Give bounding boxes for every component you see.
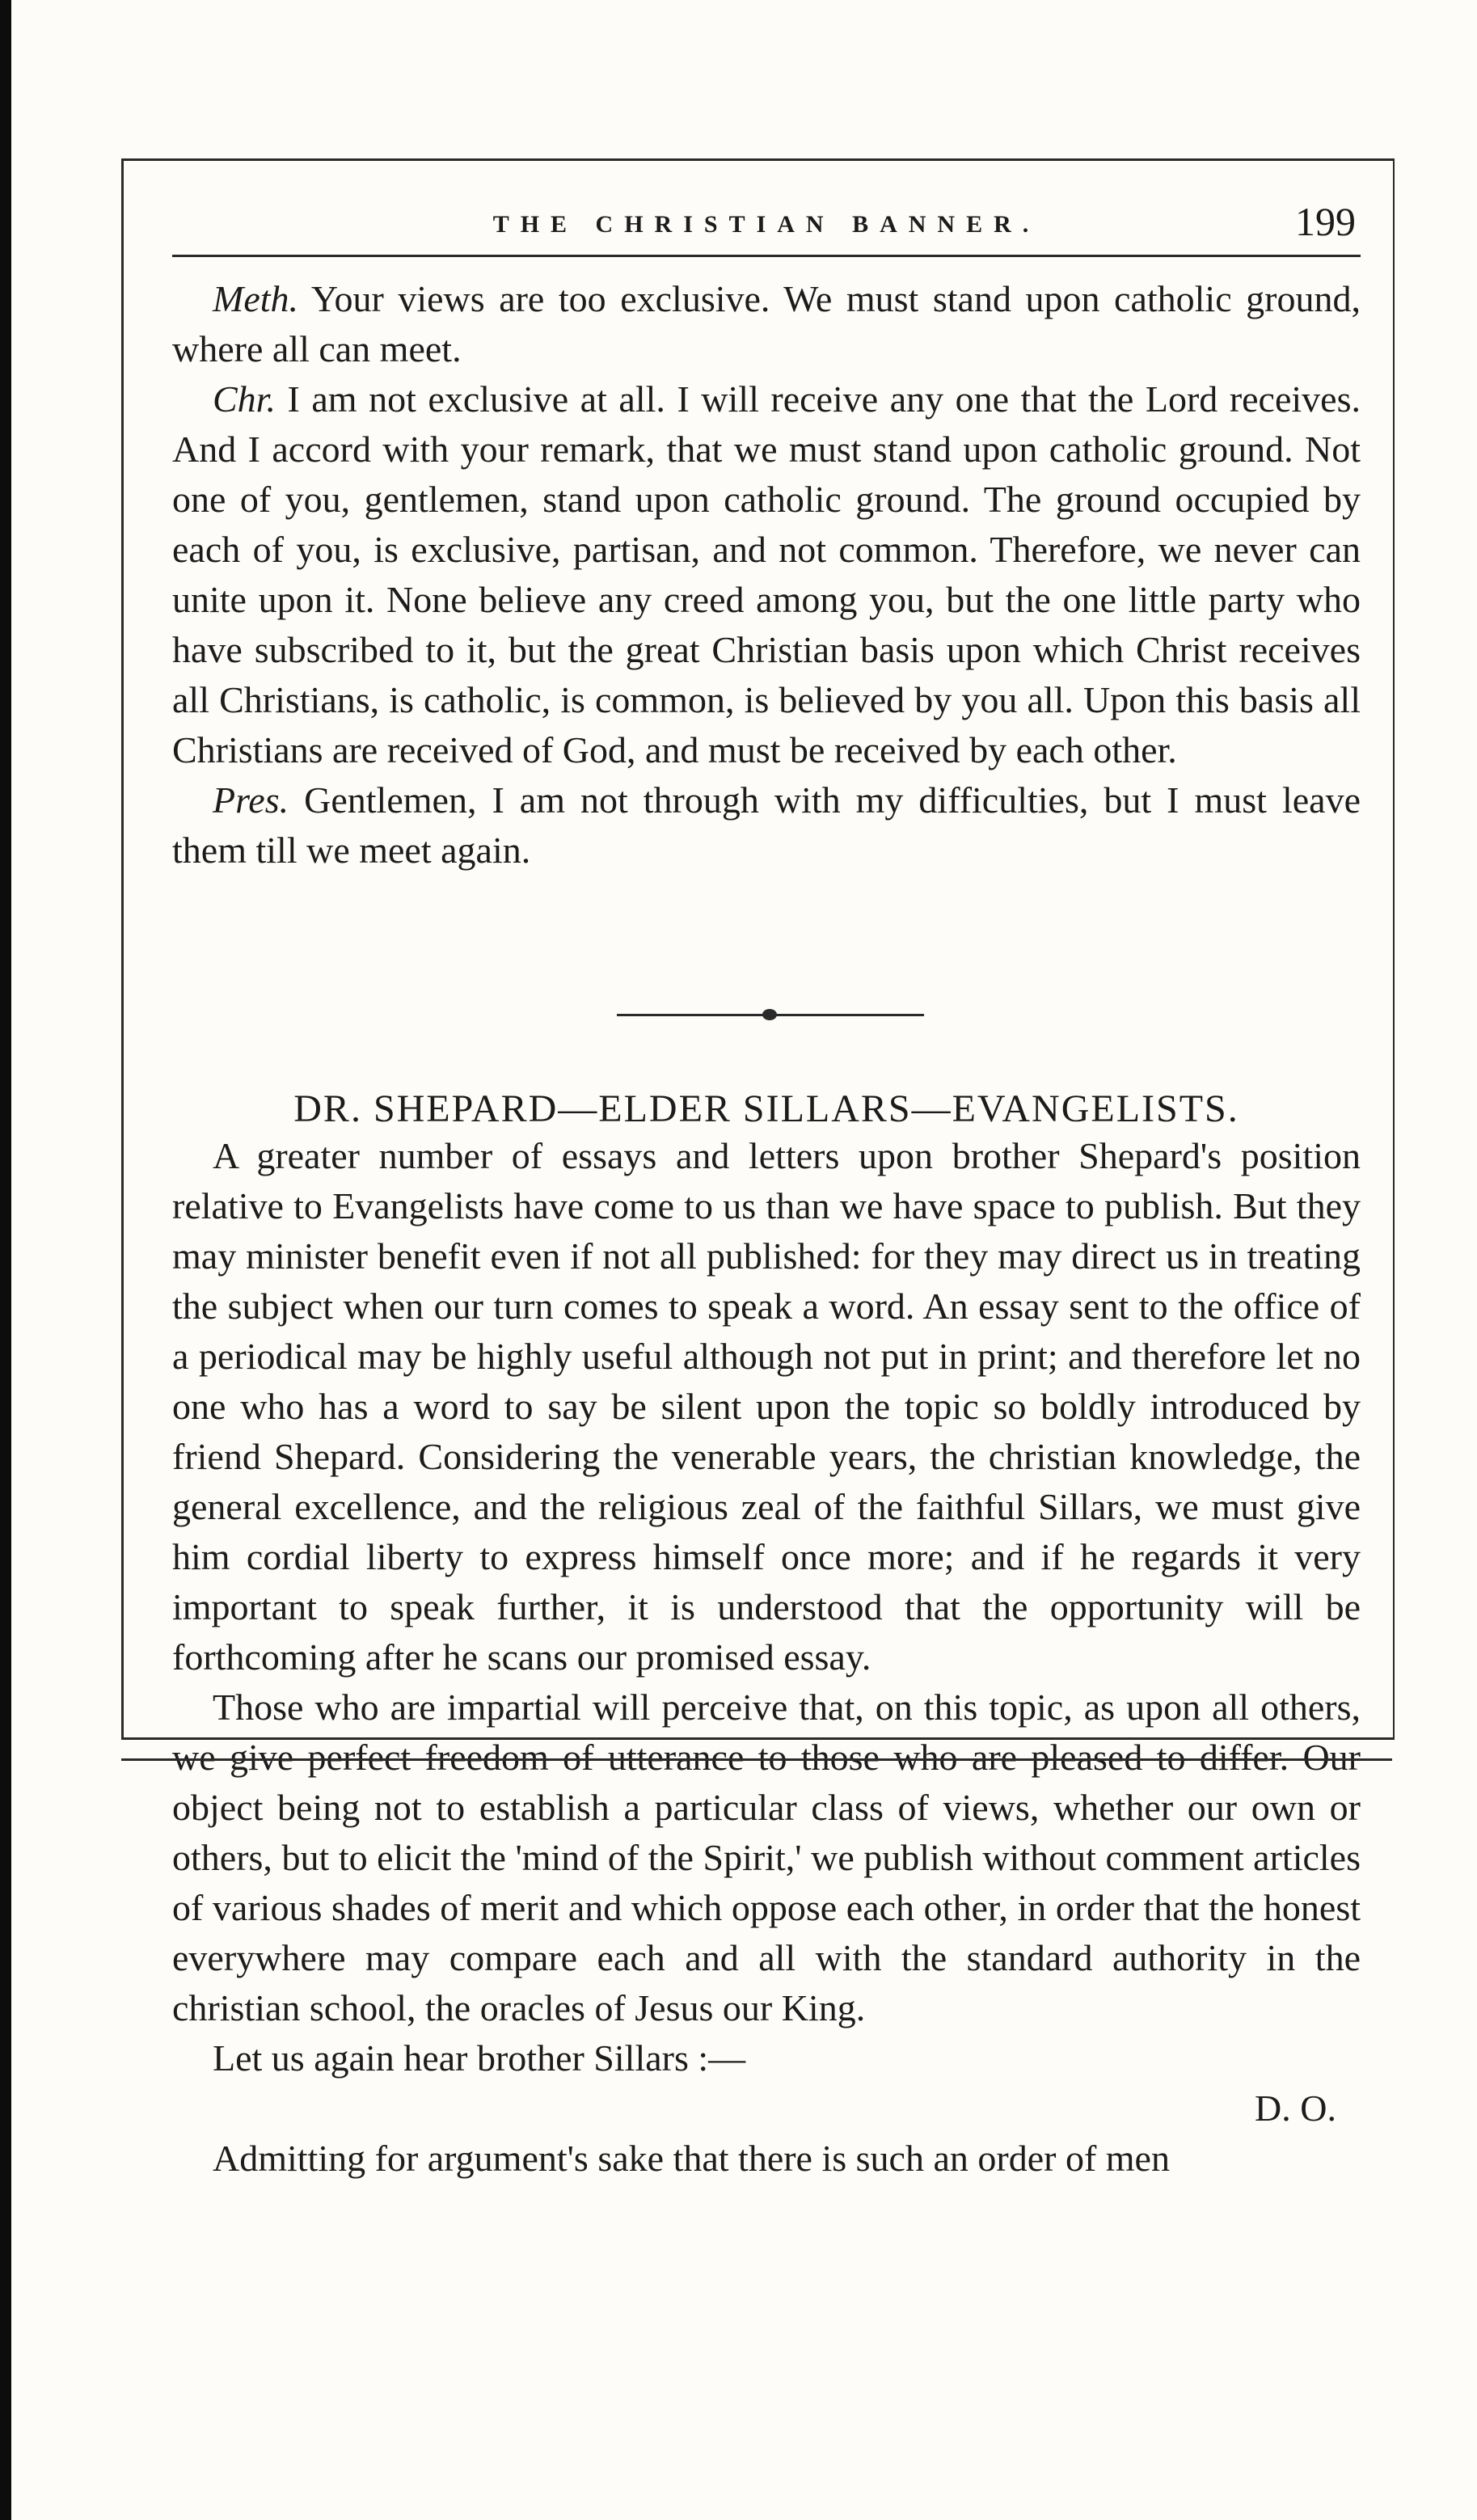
speaker-label: Chr.	[213, 378, 276, 420]
dialogue-paragraph	[172, 374, 1361, 775]
page-header	[172, 190, 1361, 257]
dialogue-section	[172, 274, 1361, 876]
article-paragraph: A greater number of essays and letters upon brother Shepard's position relative to Evangelists have come to us than we have space to publish. But they may minister benefit even if not all published: for they may direct us in treating the subject when our turn comes to speak a word. An essay sent to the office of a periodical may be highly useful although not put in print; and therefore let no one who has a word to say be silent upon the topic so boldly introduced by friend Shepard. Considering the venerable years, the christian knowledge, the general excellence, and the religious zeal of the faithful Sillars, we must give him cordial liberty to express himself once more; and if he regards it very important to speak further, it is understood that the opportunity will be forthcoming after he scans our promised essay.	[172, 1135, 1361, 1678]
speaker-label: Meth.	[213, 278, 299, 319]
page-number: 199	[1295, 199, 1356, 244]
signature: D. O.	[1255, 2087, 1336, 2129]
page-bottom-rule	[121, 1758, 1392, 1761]
dialogue-text: Gentlemen, I am not through with my difficulties, but I must leave them till we meet again.	[172, 779, 1361, 871]
article-body	[172, 1131, 1361, 2184]
dialogue-text: I am not exclusive at all. I will receive any one that the Lord receives. And I accord with your remark, that we must stand upon catholic ground. Not one of you, gentlemen, stand upon catholic ground. The ground occupied by each of you, is exclusive, partisan, and not common. Therefore, we never can unite upon it. None believe any creed among you, but the one little party who have subscribed to it, but the great Christian basis upon which Christ receives all Christians, is catholic, is common, is believed by you all. Upon this basis all Christians are received of God, and must be received by each other.	[172, 378, 1361, 770]
article-paragraph: Those who are impartial will perceive that, on this topic, as upon all others, we give perfect freedom of utterance to those who are pleased to differ. Our object being not to establish a particular class of views, whether our own or others, but to elicit the 'mind of the Spirit,' we publish without comment articles of various shades of merit and which oppose each other, in order that the honest everywhere may compare each and all with the standard authority in the christian school, the oracles of Jesus our King.	[172, 1686, 1361, 2028]
book-page	[121, 158, 1395, 2179]
dialogue-paragraph	[172, 274, 1361, 374]
section-divider	[617, 1014, 924, 1016]
speaker-label: Pres.	[213, 779, 289, 821]
scan-edge	[0, 0, 11, 2520]
dialogue-text: Your views are too exclusive. We must stand upon catholic ground, where all can meet.	[172, 278, 1361, 369]
running-title: THE CHRISTIAN BANNER.	[492, 211, 1040, 238]
continuation-paragraph: Admitting for argument's sake that there is such an order of men	[213, 2138, 1170, 2179]
article-heading: DR. SHEPARD—ELDER SILLARS—EVANGELISTS.	[293, 1087, 1239, 1130]
dialogue-paragraph	[172, 775, 1361, 876]
article-paragraph: Let us again hear brother Sillars :—	[213, 2037, 746, 2079]
